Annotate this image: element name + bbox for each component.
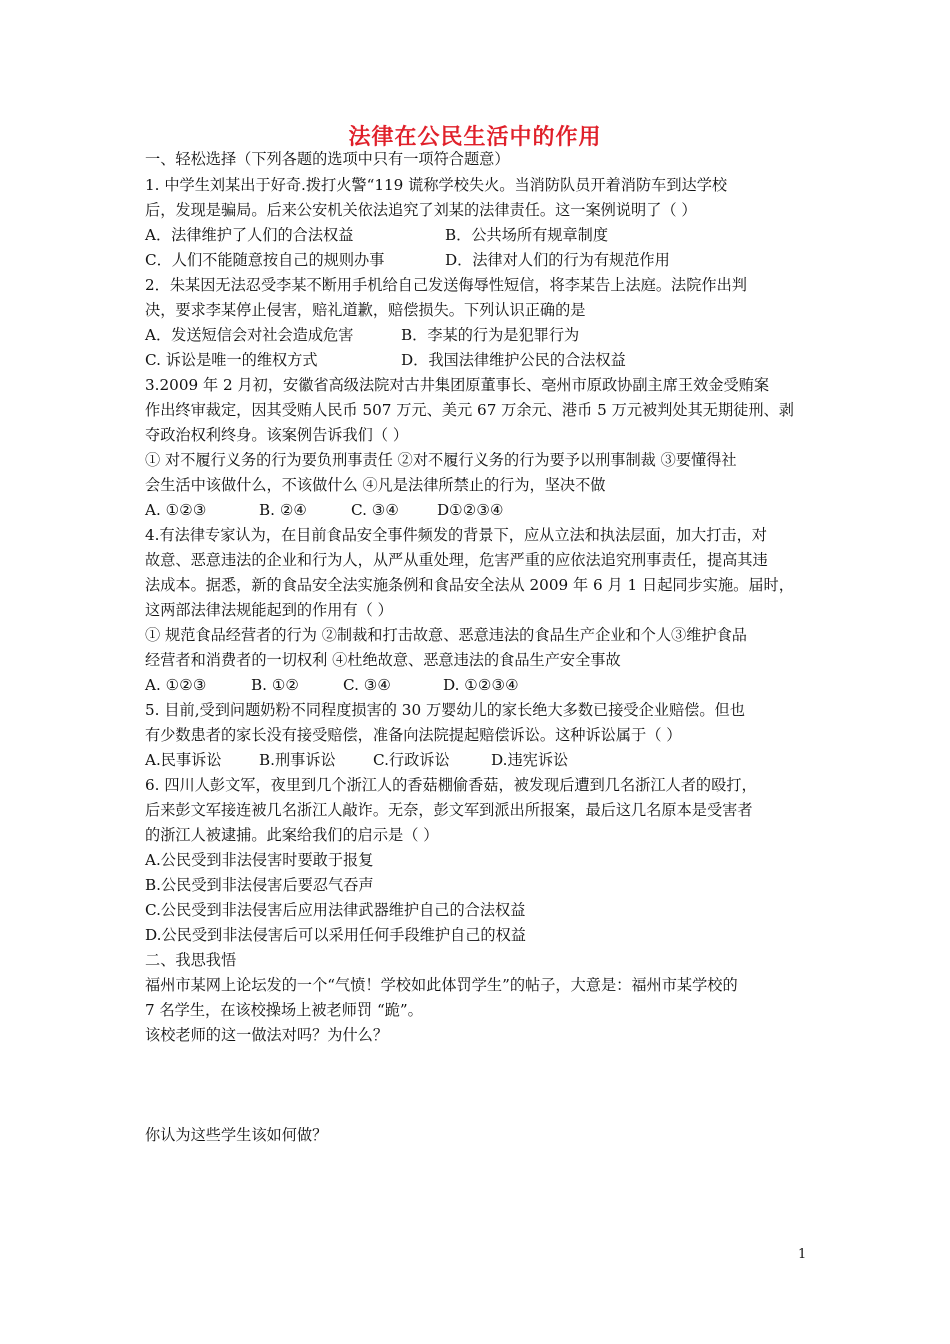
question-3-stem-line-1: 3.2009 年 2 月初，安徽省高级法院对古井集团原董事长、亳州市原政协副主席王效金受贿案 [145, 376, 770, 394]
question-1-option-b: B．公共场所有规章制度 [445, 226, 609, 244]
question-4-statements-line-2: 经营者和消费者的一切权利 ④杜绝故意、恶意违法的食品生产安全事故 [145, 651, 621, 669]
question-1-option-d: D．法律对人们的行为有规范作用 [445, 251, 670, 269]
question-5-options [145, 748, 815, 772]
question-6-stem-line-1: 6. 四川人彭文军，夜里到几个浙江人的香菇棚偷香菇，被发现后遭到几名浙江人者的殴打， [145, 776, 757, 794]
section-heading-1: 一、轻松选择（下列各题的选项中只有一项符合题意） [145, 150, 510, 168]
question-2-option-d: D．我国法律维护公民的合法权益 [401, 351, 626, 369]
section-heading-2: 二、我思我悟 [145, 951, 237, 969]
question-3-statements-line-1: ① 对不履行义务的行为要负刑事责任 ②对不履行义务的行为要予以刑事制裁 ③要懂得社 [145, 451, 737, 469]
question-2-stem-line-1: 2．朱某因无法忍受李某不断用手机给自己发送侮辱性短信，将李某告上法庭。法院作出判 [145, 276, 747, 294]
question-3-stem-line-3: 夺政治权利终身。该案例告诉我们（ ） [145, 426, 409, 444]
question-6-stem-line-3: 的浙江人被逮捕。此案给我们的启示是（ ） [145, 826, 439, 844]
question-1-option-a: A．法律维护了人们的合法权益 [145, 226, 354, 244]
question-3-stem-line-2: 作出终审裁定，因其受贿人民币 507 万元、美元 67 万余元、港币 5 万元被判处其无期徒刑、剥 [145, 401, 794, 419]
question-3-option-c: C. ③④ [351, 501, 399, 519]
question-2-stem-line-2: 决，要求李某停止侵害，赔礼道歉，赔偿损失。下列认识正确的是 [145, 301, 586, 319]
question-4-stem-line-4: 这两部法律法规能起到的作用有（ ） [145, 601, 393, 619]
question-6-option-b: B.公民受到非法侵害后要忍气吞声 [145, 876, 374, 894]
question-2-options-row-2 [145, 348, 815, 372]
question-5-option-a: A.民事诉讼 [145, 751, 222, 769]
question-3-option-b: B. ②④ [259, 501, 308, 519]
essay-question-2: 你认为这些学生该如何做？ [145, 1126, 328, 1144]
question-1-options-row-2 [145, 248, 815, 272]
question-3-option-a: A. ①②③ [145, 501, 207, 519]
question-2-option-a: A．发送短信会对社会造成危害 [145, 326, 354, 344]
question-1-stem-line-2: 后，发现是骗局。后来公安机关依法追究了刘某的法律责任。这一案例说明了（ ） [145, 201, 697, 219]
question-6-option-a: A.公民受到非法侵害时要敢于报复 [145, 851, 374, 869]
page-title: 法律在公民生活中的作用 [348, 125, 602, 150]
question-1-stem-line-1: 1. 中学生刘某出于好奇.拨打火警“119 谎称学校失火。当消防队员开着消防车到达学校 [145, 176, 728, 194]
question-4-stem-line-3: 法成本。据悉，新的食品安全法实施条例和食品安全法从 2009 年 6 月 1 日起同步实施。届时， [145, 576, 794, 594]
page-number: 1 [798, 1247, 807, 1262]
question-1-option-c: C．人们不能随意按自己的规则办事 [145, 251, 385, 269]
question-5-option-d: D.违宪诉讼 [491, 751, 569, 769]
question-5-stem-line-1: 5. 目前,受到问题奶粉不同程度损害的 30 万婴幼儿的家长绝大多数已接受企业赔偿。但也 [145, 701, 745, 719]
question-4-option-c: C. ③④ [343, 676, 391, 694]
question-4-option-d: D. ①②③④ [443, 676, 519, 694]
question-4-stem-line-1: 4.有法律专家认为，在目前食品安全事件频发的背景下，应从立法和执法层面，加大打击，对 [145, 526, 767, 544]
question-5-stem-line-2: 有少数患者的家长没有接受赔偿，准备向法院提起赔偿诉讼。这种诉讼属于（ ） [145, 726, 682, 744]
question-4-options [145, 673, 815, 697]
question-1-options-row-1 [145, 223, 815, 247]
essay-question-1: 该校老师的这一做法对吗？为什么？ [145, 1026, 388, 1044]
question-4-statements-line-1: ① 规范食品经营者的行为 ②制裁和打击故意、恶意违法的食品生产企业和个人③维护食品 [145, 626, 747, 644]
essay-passage-line-2: 7 名学生，在该校操场上被老师罚 “跪”。 [145, 1001, 423, 1019]
question-6-option-c: C.公民受到非法侵害后应用法律武器维护自己的合法权益 [145, 901, 526, 919]
question-4-option-b: B. ①② [251, 676, 300, 694]
question-2-options-row-1 [145, 323, 815, 347]
question-3-statements-line-2: 会生活中该做什么，不该做什么 ④凡是法律所禁止的行为，坚决不做 [145, 476, 606, 494]
question-3-options [145, 498, 815, 522]
essay-passage-line-1: 福州市某网上论坛发的一个“气愤！学校如此体罚学生”的帖子，大意是：福州市某学校的 [145, 976, 738, 994]
question-5-option-b: B.刑事诉讼 [259, 751, 336, 769]
question-6-option-d: D.公民受到非法侵害后可以采用任何手段维护自己的权益 [145, 926, 526, 944]
question-5-option-c: C.行政诉讼 [373, 751, 450, 769]
question-3-option-d: D①②③④ [437, 501, 504, 519]
question-4-stem-line-2: 故意、恶意违法的企业和行为人，从严从重处理，危害严重的应依法追究刑事责任，提高其违 [145, 551, 768, 569]
question-6-stem-line-2: 后来彭文军接连被几名浙江人敲诈。无奈，彭文军到派出所报案，最后这几名原本是受害者 [145, 801, 753, 819]
question-2-option-c: C. 诉讼是唯一的维权方式 [145, 351, 318, 369]
question-2-option-b: B．李某的行为是犯罪行为 [401, 326, 580, 344]
question-4-option-a: A. ①②③ [145, 676, 207, 694]
